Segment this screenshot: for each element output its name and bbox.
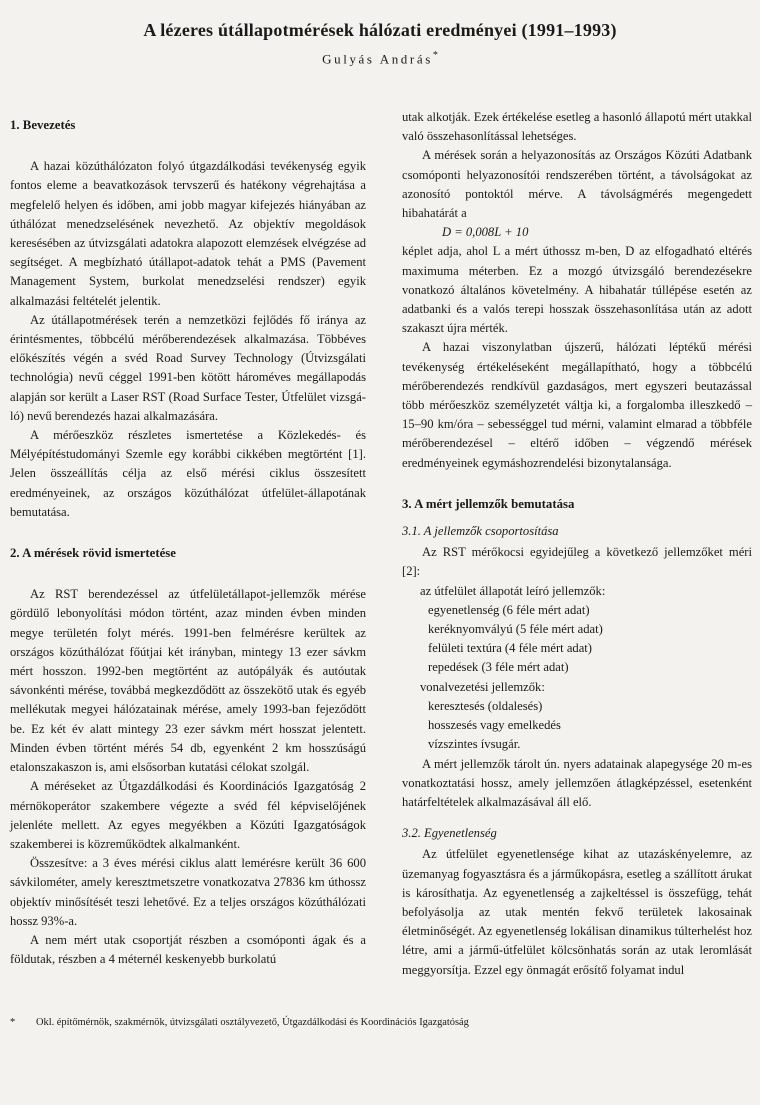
subsection-3-1-paragraph: A mért jellemzők tárolt ún. nyers adatainak alapegysége 20 m-es vonatkoztatási hossz, amely jellemzően átlagképzéssel, esetenként határfeltételek alkalmazásával áll elő.	[402, 756, 752, 809]
section-1-paragraph-3: A mérőeszköz részletes ismertetése a Közlekedés- és Mélyépítéstudományi Szemle egy korábbi cikkében megtörtént [1]. Jelen összeállítás célja az első mérési ciklus összesített eredményeinek, az országos közúthálózat útfelület-állapotának bemutatása.	[10, 428, 366, 519]
author-footnote-mark: *	[432, 50, 438, 61]
list-item: vízszintes ívsugár.	[428, 737, 521, 752]
right-paragraph-1: utak alkotják. Ezek értékelése esetleg a hasonló állapotú mért utakkal való összehasonlítással lehetséges.	[402, 110, 752, 144]
section-2-paragraph-4: A nem mért utak csoportját részben a csomóponti ágak és a földutak, részben a 4 méternél keskenyebb burkolatú	[10, 932, 366, 967]
list-item: keresztesés (oldalesés)	[428, 698, 543, 713]
subsection-3-2-heading: 3.2. Egyenetlenség	[402, 826, 497, 841]
author-name: Gulyás András	[322, 51, 433, 67]
right-column	[402, 108, 752, 980]
left-column	[10, 116, 366, 969]
footnote-text: Okl. építőmérnök, szakmérnök, útvizsgálati osztályvezető, Útgazdálkodási és Koordinációs Igazgatóság	[36, 1017, 469, 1028]
measured-features-list	[402, 582, 752, 755]
list-item: felületi textúra (4 féle mért adat)	[428, 641, 592, 656]
list-item: repedések (3 féle mért adat)	[428, 660, 569, 675]
section-1-heading: 1. Bevezetés	[10, 118, 76, 132]
section-2-heading: 2. A mérések rövid ismertetése	[10, 546, 176, 561]
formula: D = 0,008L + 10	[442, 225, 529, 240]
list-item: hosszesés vagy emelkedés	[428, 718, 561, 733]
footnote	[10, 1017, 750, 1028]
subsection-3-1-intro: Az RST mérőkocsi egyidejűleg a következő jellemzőket méri [2]:	[402, 545, 752, 579]
section-2-paragraph-3: Összesítve: a 3 éves mérési ciklus alatt lemérésre került 36 600 sávkilométer, amely keresztmetszetre vonatkozatva 27836 km úthossz objektív minősítését teszi lehetővé. Ez a teljes országos közúthálózati hossz 93%-a.	[10, 856, 366, 928]
section-3-heading: 3. A mért jellemzők bemutatása	[402, 496, 575, 511]
right-paragraph-3: képlet adja, ahol L a mért úthossz m-ben, D az elfogadható eltérés maximuma méterben. Ez a mozgó útvizsgáló berendezésekre vonatkozó általános követelmény. A hibahatár túllépése esetén az adatbanki és a valós terepi hosszak összehasonlítása után az adott szakaszt újra mérték.	[402, 244, 752, 336]
list-item: egyenetlenség (6 féle mért adat)	[428, 602, 590, 617]
list-item: keréknyomvályú (5 féle mért adat)	[428, 622, 603, 637]
list-item: vonalvezetési jellemzők:	[420, 679, 545, 694]
section-2-paragraph-1: Az RST berendezéssel az útfelületállapot-jellemzők mérése gördülő lebonyolítási módon történt, azaz minden évben minden megye területén folyt mérés. 1991-ben felmérésre kerültek az országos közúthálózat főútjai két irányban, mintegy 13 ezer sávkm mért hosszon. 1992-ben megtörtént az autópályák és autóutak sávonkénti mérése, továbbá megkezdődött az összekötő utak és egyéb mellékutak megyei hálózatainak mérése, amely 1993-ban fejeződött be. Ez két év alatt mintegy 23 ezer sávkm mért hosszat jelentett. Minden évben történt mérés 54 db, egyenként 2 km hosszúságú etalonszakaszon is, ami elsősorban kutatási célokat szolgál.	[10, 587, 366, 775]
paper-title: A lézeres útállapotmérések hálózati eredményei (1991–1993)	[143, 20, 617, 40]
author-line	[0, 50, 760, 67]
subsection-3-2-paragraph: Az útfelület egyenetlensége kihat az utazáskényelemre, az üzemanyag fogyasztásra és a járműkopásra, esetleg a szállított árukat is károsíthatja. Az egyenetlenség a zajkeltéssel is összefügg, tehát befolyásolja az utak mentén fekvő területek lakosainak életminőségét. Az egyenetlenség lokálisan dinamikus túlterhelést hoz létre, ami a jármű-útfelület kölcsönhatás során az utak leromlását meggyorsítja. Ezzel egy önmagát erősítő folyamat indul	[402, 847, 752, 977]
right-paragraph-4: A hazai viszonylatban újszerű, hálózati léptékű mérési tevékenység értékeléseként megállapítható, hogy a többcélú mérőberendezés rendkívül gazdaságos, mert egyszeri beutazással több mérőeszköz személyzetét váltja ki, a forgalomba illeszkedő – 15–90 km/óra – sebességgel tud mérni, valamint elmarad a többféle mérőberendezésel – eltérő időben – végzendő mérések eredményeinek egymáshozrendelési bizonytalansága.	[402, 340, 752, 470]
list-item: az útfelület állapotát leíró jellemzők:	[420, 583, 606, 598]
footnote-mark: *	[10, 1017, 16, 1028]
right-paragraph-2: A mérések során a helyazonosítás az Országos Közúti Adatbank csomóponti helyazonosítói rendszerében történt, a távolságokat az azonosító pontoktól mérve. A távolságmérés megengedett hibahatárát a	[402, 148, 752, 221]
section-2-paragraph-2: A méréseket az Útgazdálkodási és Koordinációs Igazgatóság 2 mérnökoperátor szakembere végezte a svéd fél képviselőjének jelenléte mellett. Az egyes megyékben a Közúti Igazgatóságok szakemberei is közreműködtek alkalmanként.	[10, 779, 366, 851]
section-1-paragraph-2: Az útállapotmérések terén a nemzetközi fejlődés fő iránya az érintésmentes, többcélú mérőberendezések alkalmazása. Többéves előkészítés végén a svéd Road Survey Technology (Útvizsgálati technológia) nevű céggel 1991-ben kötött hároméves megállapodás alapján sor került a Laser RST (Road Surface Tester, Útfelület vizsgáló) nevű berendezés hazai alkalmazására.	[10, 312, 366, 423]
section-1-paragraph-1: A hazai közúthálózaton folyó útgazdálkodási tevékenység egyik fontos eleme a beavatkozások tervszerű és hatékony végrehajtása a megfelelő helyen és időben, ami jobb magyar kifejezés hiányában az úthálózat menedzselésének nevezhető. Az objektív megoldások keresésében az útvizsgálati adatokra alapozott elemzések elvégzése ad segítséget. A megbízható útállapot-adatok tehát a PMS (Pavement Management System, burkolat menedzselési rendszer) egyik alkalmazási feltételét jelentik.	[10, 159, 366, 308]
subsection-3-1-heading: 3.1. A jellemzők csoportosítása	[402, 524, 559, 539]
